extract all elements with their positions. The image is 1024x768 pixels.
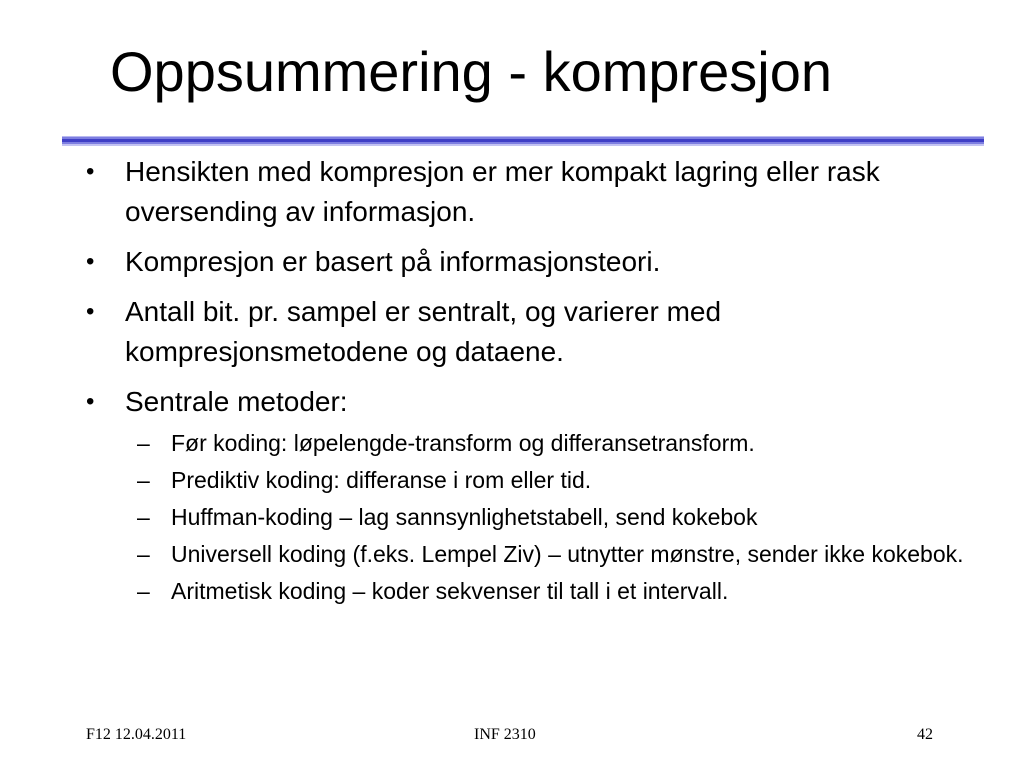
sub-bullet-marker: –: [137, 578, 150, 604]
sub-bullet-marker: –: [137, 430, 150, 456]
sub-bullet-text: Huffman-koding – lag sannsynlighetstabell, send kokebok: [171, 504, 758, 530]
sub-bullet-list: [86, 428, 966, 607]
sub-bullet-item: [86, 428, 966, 459]
title-divider: [62, 136, 984, 146]
sub-bullet-item: [86, 502, 966, 533]
slide-title: Oppsummering - kompresjon: [110, 40, 833, 103]
bullet-marker: •: [86, 158, 95, 185]
bullet-marker: •: [86, 248, 95, 275]
sub-bullet-marker: –: [137, 504, 150, 530]
bullet-item: [86, 152, 966, 232]
footer-date: F12 12.04.2011: [86, 726, 187, 743]
bullet-item: [86, 242, 966, 282]
bullet-text: Hensikten med kompresjon er mer kompakt lagring eller rask oversending av informasjon.: [125, 156, 880, 227]
sub-bullet-text: Før koding: løpelengde-transform og differansetransform.: [171, 430, 755, 456]
bullet-text: Sentrale metoder:: [125, 386, 348, 417]
sub-bullet-text: Universell koding (f.eks. Lempel Ziv) – utnytter mønstre, sender ikke kokebok.: [171, 541, 964, 567]
footer-page-number: 42: [917, 726, 933, 743]
sub-bullet-text: Aritmetisk koding – koder sekvenser til tall i et intervall.: [171, 578, 729, 604]
bullet-list: [86, 152, 966, 613]
sub-bullet-item: [86, 576, 966, 607]
bullet-item: [86, 292, 966, 372]
bullet-marker: •: [86, 298, 95, 325]
footer-course: INF 2310: [474, 726, 536, 743]
bullet-text: Antall bit. pr. sampel er sentralt, og varierer med kompresjonsmetodene og dataene.: [125, 296, 722, 367]
sub-bullet-item: [86, 539, 966, 570]
bullet-item: [86, 382, 966, 422]
bullet-marker: •: [86, 388, 95, 415]
sub-bullet-item: [86, 465, 966, 496]
sub-bullet-text: Prediktiv koding: differanse i rom eller tid.: [171, 467, 592, 493]
bullet-text: Kompresjon er basert på informasjonsteori.: [125, 246, 661, 277]
sub-bullet-marker: –: [137, 541, 150, 567]
sub-bullet-marker: –: [137, 467, 150, 493]
